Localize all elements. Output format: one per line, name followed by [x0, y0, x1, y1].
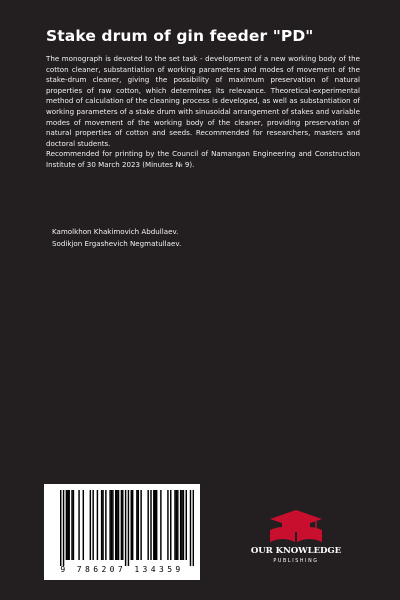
book-title: Stake drum of gin feeder "PD"	[46, 27, 314, 45]
publisher-name: OUR KNOWLEDGE	[250, 546, 342, 556]
barcode-bar	[131, 490, 132, 560]
barcode-digits: 9 786207 134359	[60, 565, 184, 574]
barcode-bar	[181, 490, 182, 560]
barcode-bar	[102, 490, 103, 560]
barcode-bar	[73, 490, 74, 560]
barcode-bar	[105, 490, 106, 560]
barcode-bar	[111, 490, 112, 560]
barcode-bar	[60, 490, 61, 566]
barcode-bar	[193, 490, 194, 566]
barcode-bar	[122, 490, 123, 560]
barcode-bar	[90, 490, 91, 560]
barcode-bar	[138, 490, 139, 560]
barcode-bar	[128, 490, 129, 566]
barcode-bar	[115, 490, 116, 560]
barcode-bar	[109, 490, 110, 560]
barcode-bar	[67, 490, 68, 560]
barcode-bar	[180, 490, 181, 560]
barcode-bar	[160, 490, 161, 560]
book-description	[46, 54, 360, 171]
barcode-bar	[183, 490, 184, 560]
barcode-bar	[186, 490, 187, 560]
barcode-bar	[112, 490, 113, 560]
barcode-bar	[147, 490, 148, 560]
barcode-bar	[150, 490, 151, 560]
barcode-bar	[155, 490, 156, 560]
barcode-bar	[71, 490, 72, 560]
barcode-bar	[78, 490, 79, 560]
barcode-bars	[50, 490, 194, 566]
barcode-bar	[68, 490, 69, 560]
isbn-barcode	[44, 484, 200, 580]
author-name: Kamolkhon Khakimovich Abdullaev.	[52, 227, 179, 236]
barcode-bar	[176, 490, 177, 560]
barcode-bar	[156, 490, 157, 560]
barcode-bar	[83, 490, 84, 560]
barcode-bar	[66, 490, 67, 560]
barcode-bar	[132, 490, 133, 560]
barcode-bar	[177, 490, 178, 560]
barcode-bar	[170, 490, 171, 560]
author-name: Sodikjon Ergashevich Negmatullaev.	[52, 239, 182, 248]
barcode-bar	[63, 490, 64, 566]
barcode-bar	[118, 490, 119, 560]
barcode-bar	[92, 490, 93, 560]
barcode-bar	[121, 490, 122, 560]
graduation-cap-on-book-icon	[266, 508, 326, 544]
barcode-bar	[190, 490, 191, 566]
barcode-bar	[116, 490, 117, 560]
barcode-bar	[125, 490, 126, 566]
barcode-bar	[174, 490, 175, 560]
publisher-logo-block	[246, 508, 346, 570]
description-paragraph: The monograph is devoted to the set task - development of a new working body of the cotton cleaner, substantiation of working parameters and modes of movement of the stake-drum cleaner, giving the possibility of maximum preservation of natural properties of raw cotton, which determines its relevance. Theoretical-experimental method of calculation of the cleaning process is developed, as well as substantiation of working parameters of a stake drum with sinusoidal arrangement of stakes and variable modes of movement of the working body of the cleaner, providing preservation of natural properties of cotton and seeds. Recommended for researchers, masters and doctoral students.	[46, 54, 360, 148]
barcode-bar	[97, 490, 98, 560]
barcode-bar	[101, 490, 102, 560]
publisher-tagline: PUBLISHING	[273, 559, 319, 564]
barcode-bar	[140, 490, 141, 560]
barcode-bar	[153, 490, 154, 560]
author-list	[52, 226, 181, 250]
barcode-bar	[167, 490, 168, 560]
barcode-bar	[136, 490, 137, 560]
description-paragraph: Recommended for printing by the Council of Namangan Engineering and Construction Institute of 30 March 2023 (Minutes № 9).	[46, 149, 360, 169]
